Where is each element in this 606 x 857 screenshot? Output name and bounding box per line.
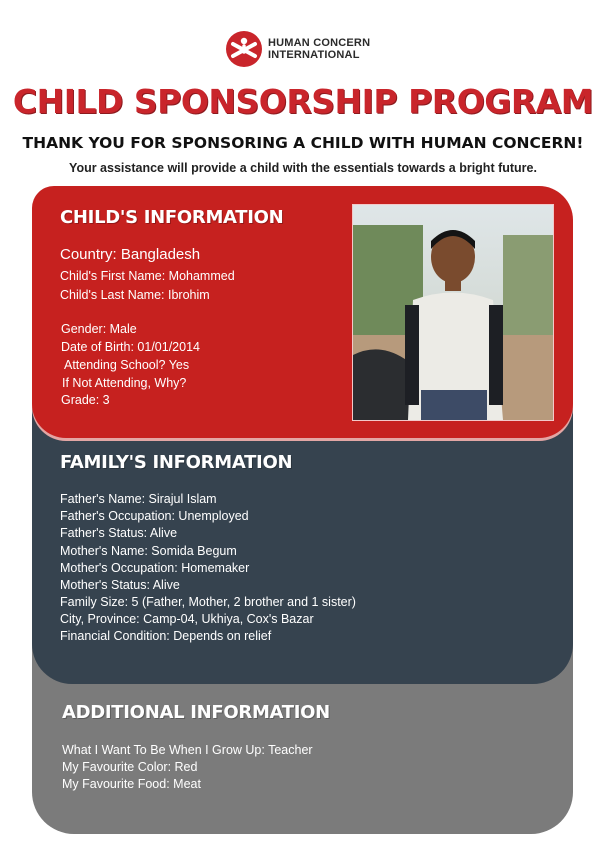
child-not-attending-reason: If Not Attending, Why?: [62, 376, 187, 390]
mother-occupation: Mother's Occupation: Homemaker: [60, 561, 250, 575]
child-attending-school: Attending School? Yes: [64, 358, 190, 372]
child-grade: Grade: 3: [61, 393, 110, 407]
human-concern-logo-icon: [225, 30, 263, 68]
favourite-food: My Favourite Food: Meat: [62, 777, 201, 791]
organization-name-line1: HUMAN CONCERN: [268, 37, 371, 49]
father-status: Father's Status: Alive: [60, 526, 178, 540]
family-size: Family Size: 5 (Father, Mother, 2 brother and 1 sister): [60, 595, 356, 609]
page-subtitle: THANK YOU FOR SPONSORING A CHILD WITH HUMAN CONCERN!: [22, 134, 584, 152]
child-first-name: Child's First Name: Mohammed: [60, 269, 235, 283]
mother-name: Mother's Name: Somida Begum: [60, 544, 237, 558]
child-country: Country: Bangladesh: [60, 246, 201, 263]
page-title: CHILD SPONSORSHIP PROGRAM: [12, 82, 594, 121]
child-photo: [352, 204, 554, 421]
father-occupation: Father's Occupation: Unemployed: [60, 509, 249, 523]
father-name: Father's Name: Sirajul Islam: [60, 492, 217, 506]
city-province: City, Province: Camp-04, Ukhiya, Cox's Bazar: [60, 612, 314, 626]
organization-logo: [225, 30, 370, 68]
child-dob: Date of Birth: 01/01/2014: [61, 340, 200, 354]
family-info-heading: FAMILY'S INFORMATION: [60, 452, 293, 473]
grow-up-goal: What I Want To Be When I Grow Up: Teacher: [62, 743, 313, 757]
child-last-name: Child's Last Name: Ibrohim: [60, 288, 210, 302]
additional-info-heading: ADDITIONAL INFORMATION: [62, 702, 330, 723]
child-gender: Gender: Male: [61, 322, 137, 336]
organization-name: [268, 37, 370, 61]
organization-name-line2: INTERNATIONAL: [268, 49, 360, 61]
child-info-heading: CHILD'S INFORMATION: [60, 207, 284, 228]
page-tagline: Your assistance will provide a child with the essentials towards a bright future.: [69, 161, 537, 175]
favourite-color: My Favourite Color: Red: [62, 760, 198, 774]
mother-status: Mother's Status: Alive: [60, 578, 180, 592]
financial-condition: Financial Condition: Depends on relief: [60, 629, 272, 643]
